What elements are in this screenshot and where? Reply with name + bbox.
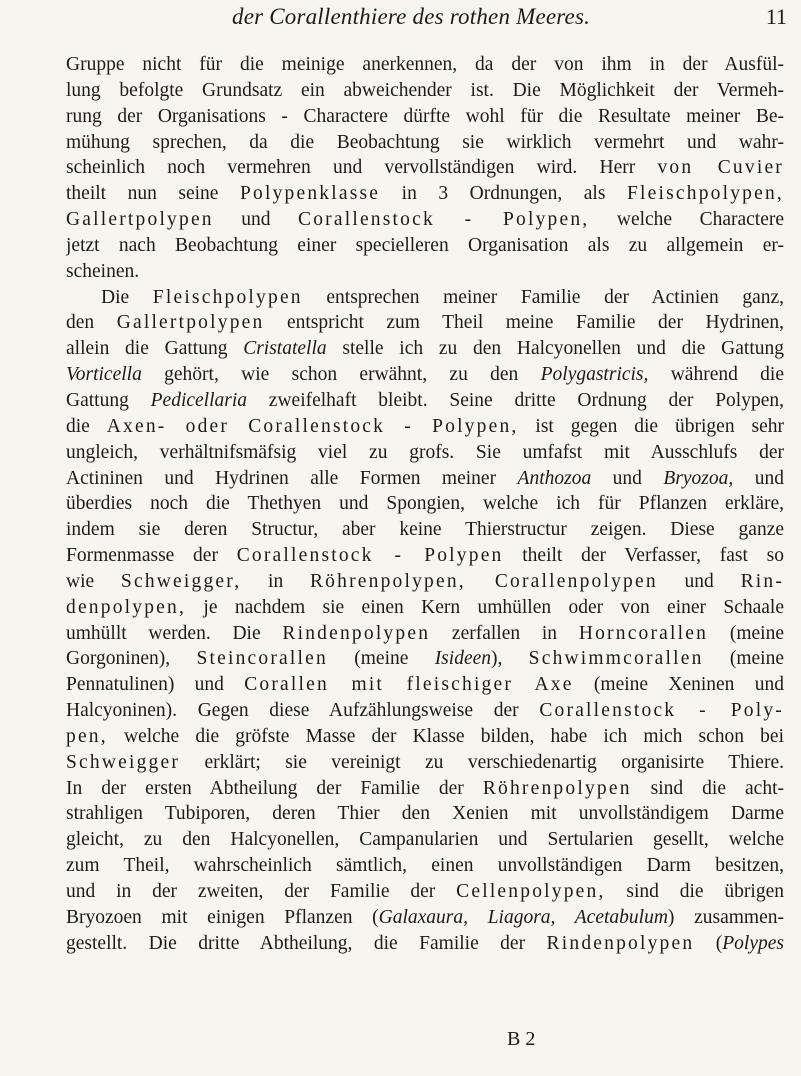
text-run: Pennatulinen) und <box>66 674 245 696</box>
text-line <box>66 466 784 492</box>
text-line <box>66 646 784 672</box>
text-run: erklärt; sie vereinigt zu verschiedenartig organisirte Thiere. <box>180 751 784 773</box>
text-line <box>66 414 784 440</box>
text-run: zum Theil, wahrscheinlich sämtlich, einen unvollständigen Darm besitzen, <box>66 855 784 877</box>
text-run: jetzt nach Beobachtung einer specielleren Organisation als zu allgemein er- <box>66 234 784 256</box>
text-run: wie <box>66 570 121 592</box>
text-run: Actininen und Hydrinen alle Formen meiner <box>66 467 518 489</box>
spaced-term: Gallertpolypen <box>66 209 214 231</box>
text-run: lung befolgte Grundsatz ein abweichender ist. Die Möglichkeit der Vermeh- <box>66 79 784 101</box>
text-line <box>66 207 784 233</box>
text-line <box>66 104 784 130</box>
text-run: Bryozoen mit einigen Pflanzen ( <box>66 906 379 928</box>
text-run: gehört, wie schon erwähnt, zu den <box>141 364 541 386</box>
text-line <box>66 595 784 621</box>
italic-term: Polypes <box>722 932 784 954</box>
text-run: (meine <box>708 622 784 644</box>
italic-term: Isideen <box>434 648 491 670</box>
text-run: und in der zweiten, der Familie der <box>66 881 457 902</box>
text-run: theilt nun seine <box>66 183 240 205</box>
text-line <box>66 388 784 414</box>
spaced-term: Röhrenpolypen, Corallenpolypen <box>309 570 658 592</box>
italic-term: Vorticella <box>66 364 142 386</box>
spaced-term: pen, <box>66 725 108 747</box>
text-line <box>66 698 784 724</box>
text-line <box>66 285 784 311</box>
text-run: Halcyoninen). Gegen diese Aufzählungsweise der <box>66 700 540 722</box>
text-run: ungleich, verhältnifsmäfsig viel zu grofs. Sie umfafst mit Ausschlufs der <box>66 441 784 463</box>
text-run: in 3 Ordnungen, als <box>380 183 627 205</box>
text-run: In der ersten Abtheilung der Familie der <box>66 777 483 799</box>
spaced-term: Horncorallen <box>578 622 709 644</box>
text-run: (meine <box>327 648 435 670</box>
italic-term: Anthozoa <box>517 467 592 489</box>
spaced-term: Polypenklasse <box>239 183 381 205</box>
text-line <box>66 724 784 750</box>
text-line <box>66 827 784 853</box>
text-run: und <box>213 209 298 231</box>
text-run: entspricht zum Theil meine Familie der Hydrinen, <box>264 312 784 334</box>
spaced-term: Rindenpolypen <box>546 932 695 954</box>
text-run: entsprechen meiner Familie der Actinien ganz, <box>302 286 784 308</box>
text-run: Formenmasse der <box>66 545 237 567</box>
text-run: zerfallen in <box>430 622 579 644</box>
text-run: rung der Organisations - Charactere dürfte wohl für die Resultate meiner Be- <box>66 105 784 127</box>
text-line <box>66 931 784 957</box>
spaced-term: Corallenstock - Polypen, <box>298 209 590 231</box>
spaced-term: Steincorallen <box>196 648 328 670</box>
text-run: ist gegen die übrigen sehr <box>518 415 784 437</box>
text-run: den <box>66 312 117 334</box>
italic-term: Bryozoa, <box>663 467 734 489</box>
text-run: mühung sprechen, da die Beobachtung sie wirklich vermehrt und wahr- <box>66 131 784 153</box>
text-line <box>66 621 784 647</box>
text-run: welche Charactere <box>589 209 784 231</box>
italic-term: Polygastricis, <box>540 364 649 386</box>
text-run: je nachdem sie einen Kern umhüllen oder von einer Schaale <box>186 596 784 618</box>
spaced-term: Fleischpolypen <box>152 286 303 308</box>
spaced-term: Corallenstock - Poly- <box>539 700 784 722</box>
text-run: überdies noch die Thethyen und Spongien, welche ich für Pflanzen erkläre, <box>66 493 784 515</box>
text-line <box>66 853 784 879</box>
text-line <box>66 310 784 336</box>
text-run: scheinlich noch vermehren und vervollständigen wird. Herr <box>66 157 658 179</box>
italic-term: Pedicellaria <box>150 389 248 411</box>
text-line <box>66 78 784 104</box>
text-run: zweifelhaft bleibt. Seine dritte Ordnung der Polypen, <box>247 389 784 411</box>
text-run: Gorgoninen), <box>66 648 197 670</box>
text-line <box>66 233 784 259</box>
text-run: während die <box>648 364 784 386</box>
spaced-term: Cellenpolypen, <box>456 881 606 902</box>
text-run: die <box>66 415 107 437</box>
text-run: gleicht, zu den Halcyonellen, Campanularien und Sertularien gesellt, welche <box>66 829 784 851</box>
text-run: gestellt. Die dritte Abtheilung, die Familie der <box>66 932 547 954</box>
spaced-term: Schwimmcorallen <box>528 648 704 670</box>
text-run: indem sie deren Structur, aber keine Thierstructur zeigen. Diese ganze <box>66 519 784 541</box>
text-line <box>66 336 784 362</box>
text-run: Gruppe nicht für die meinige anerkennen, da der von ihm in der Ausfül- <box>66 54 784 75</box>
text-line <box>66 905 784 931</box>
text-line <box>66 517 784 543</box>
italic-term: Galaxaura, Liagora, Acetabulum <box>378 906 668 928</box>
text-run: sind die acht- <box>631 777 784 799</box>
body-text <box>66 52 784 957</box>
text-line <box>66 491 784 517</box>
text-line <box>66 569 784 595</box>
text-run: in <box>241 570 310 592</box>
text-line <box>66 130 784 156</box>
spaced-term: Röhrenpolypen <box>482 777 632 799</box>
text-line <box>66 155 784 181</box>
running-head <box>0 4 801 34</box>
text-run: und <box>733 467 784 489</box>
printer-signature: B 2 <box>507 1028 536 1050</box>
text-line <box>66 362 784 388</box>
spaced-term: Axen- oder Corallenstock - Polypen, <box>106 415 519 437</box>
text-run: stelle ich zu den Halcyonellen und die Gattung <box>326 338 784 360</box>
text-line <box>66 672 784 698</box>
spaced-term: Gallertpolypen <box>116 312 265 334</box>
text-run: welche die gröfste Masse der Klasse bilden, habe ich mich schon bei <box>107 725 784 747</box>
text-run: und <box>657 570 741 592</box>
text-line <box>66 181 784 207</box>
text-run: (meine Xeninen und <box>573 674 784 696</box>
text-run: ), <box>491 648 529 670</box>
spaced-term: Fleischpolypen, <box>626 183 784 205</box>
spaced-term: Rin- <box>740 570 784 592</box>
text-run: theilt der Verfasser, fast so <box>503 545 784 567</box>
text-run: und <box>591 467 664 489</box>
running-title: der Corallenthiere des rothen Meeres. <box>232 4 591 29</box>
spaced-term: denpolypen, <box>66 596 187 618</box>
text-line <box>66 879 784 905</box>
spaced-term: Schweigger, <box>120 570 242 592</box>
text-run: umhüllt werden. Die <box>66 622 283 644</box>
text-run: strahligen Tubiporen, deren Thier den Xenien mit unvollständigem Darme <box>66 803 784 825</box>
text-run: Die <box>101 286 153 308</box>
spaced-term: Rindenpolypen <box>282 622 431 644</box>
spaced-term: Corallen mit fleischiger Axe <box>244 674 574 696</box>
text-run: ) zusammen- <box>667 906 784 928</box>
text-run: allein die Gattung <box>66 338 244 360</box>
text-run: (meine <box>703 648 784 670</box>
page-number: 11 <box>765 4 787 29</box>
text-line <box>66 543 784 569</box>
text-run: ( <box>694 932 723 954</box>
text-line <box>66 801 784 827</box>
text-run: scheinen. <box>66 260 140 282</box>
text-line <box>66 750 784 776</box>
spaced-term: von Cuvier <box>657 157 784 179</box>
text-line <box>66 776 784 802</box>
spaced-term: Corallenstock - Polypen <box>236 545 504 567</box>
spaced-term: Schweigger <box>66 751 181 773</box>
text-line <box>66 52 784 78</box>
text-run: Gattung <box>66 389 151 411</box>
text-run: sind die übrigen <box>605 881 784 902</box>
text-line <box>66 440 784 466</box>
text-line <box>66 259 784 285</box>
italic-term: Cristatella <box>243 338 327 360</box>
